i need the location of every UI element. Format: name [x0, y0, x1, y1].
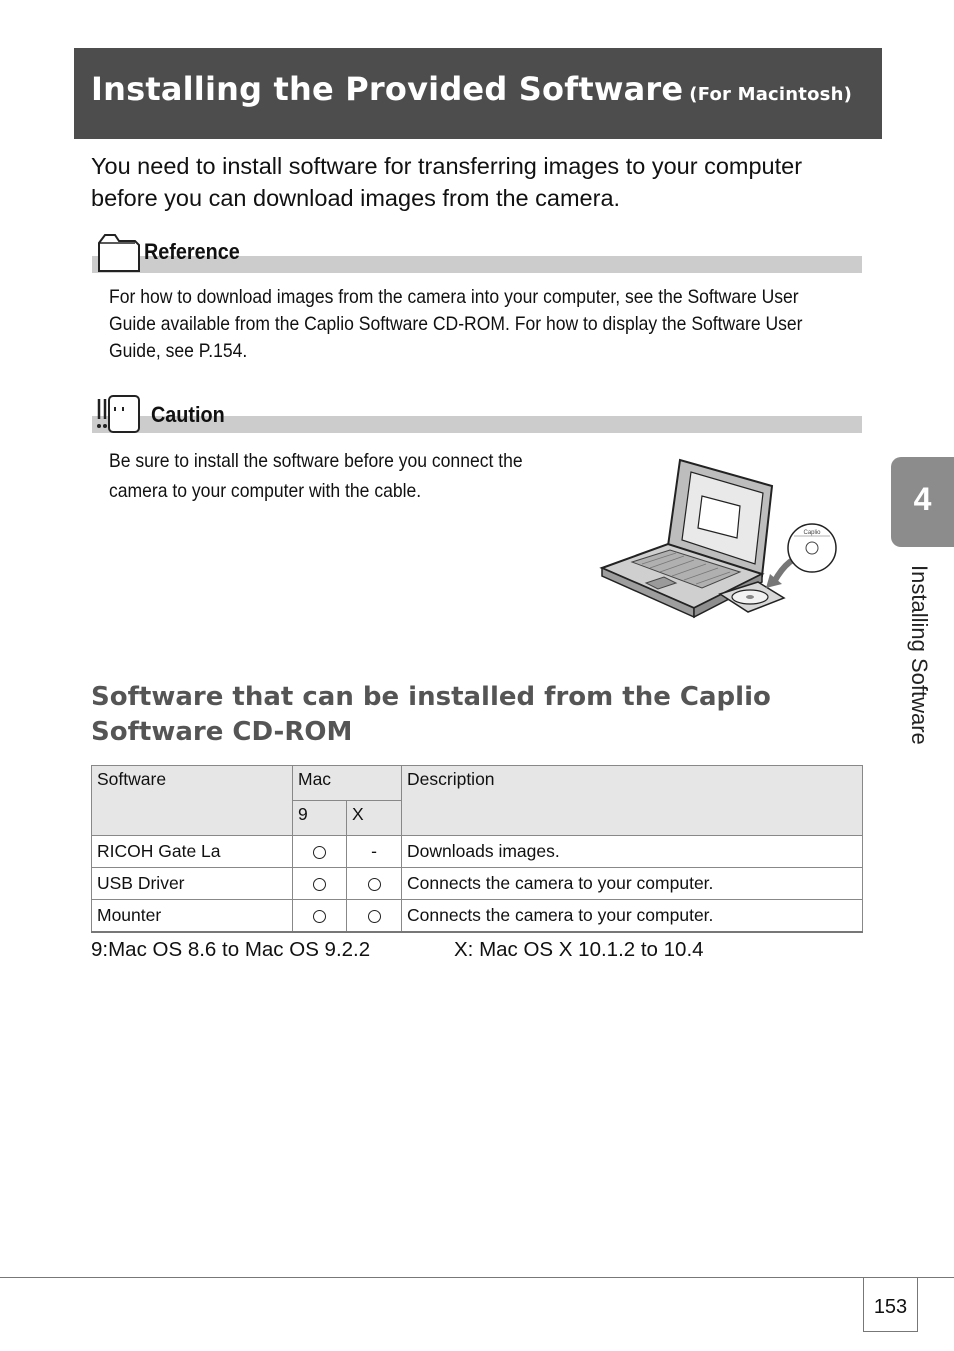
page-title-text: Installing the Provided Software	[91, 70, 684, 108]
table-header-row	[92, 766, 863, 801]
reference-text	[109, 284, 803, 365]
cell-osx: -	[347, 836, 402, 868]
page-subtitle: (For Macintosh)	[689, 84, 853, 105]
reference-label: Reference	[144, 239, 240, 264]
cell-description: Connects the camera to your computer.	[402, 868, 863, 900]
header-mac: Mac	[293, 766, 402, 801]
cell-osx	[347, 868, 402, 900]
reference-text-line: Guide, see P.154.	[109, 340, 248, 362]
laptop-with-cd-icon	[598, 456, 843, 621]
footer-divider	[0, 1277, 954, 1278]
cell-os9	[293, 868, 347, 900]
cell-description: Downloads images.	[402, 836, 863, 868]
cell-software: RICOH Gate La	[92, 836, 293, 868]
footnote-os9: 9:Mac OS 8.6 to Mac OS 9.2.2	[91, 938, 371, 961]
software-table	[91, 765, 863, 933]
supported-circle-icon	[368, 910, 381, 923]
title-bar	[74, 48, 882, 139]
reference-text-line: For how to download images from the camera into your computer, see the Software User	[109, 286, 799, 308]
chapter-number: 4	[913, 481, 932, 517]
cell-description: Connects the camera to your computer.	[402, 900, 863, 933]
cell-software: USB Driver	[92, 868, 293, 900]
page-title	[91, 70, 852, 108]
disc-label: Caplio	[803, 530, 821, 536]
caution-label: Caution	[151, 402, 225, 427]
caution-text-line: camera to your computer with the cable.	[109, 480, 422, 502]
page-number: 153	[873, 1296, 908, 1318]
supported-circle-icon	[368, 878, 381, 891]
header-osx: X	[347, 801, 402, 836]
header-description: Description	[402, 766, 863, 836]
chapter-tab	[891, 457, 954, 547]
supported-circle-icon	[313, 910, 326, 923]
intro-paragraph: You need to install software for transferring images to your computer before you can download images from the camera.	[91, 153, 803, 211]
table-row	[92, 900, 863, 933]
caution-icon	[93, 393, 143, 440]
reference-icon	[95, 231, 143, 278]
cell-os9	[293, 836, 347, 868]
caution-text	[109, 446, 523, 506]
caution-text-line: Be sure to install the software before you connect the	[109, 450, 523, 472]
section-title: Software that can be installed from the Caplio Software CD-ROM	[91, 682, 771, 747]
footnote-osx: X: Mac OS X 10.1.2 to 10.4	[454, 938, 704, 961]
table-row	[92, 868, 863, 900]
table-row	[92, 836, 863, 868]
cell-os9	[293, 900, 347, 933]
reference-text-line: Guide available from the Caplio Software CD-ROM. For how to display the Software User	[109, 313, 803, 335]
chapter-label: Installing Software	[907, 565, 932, 745]
cell-osx	[347, 900, 402, 933]
supported-circle-icon	[313, 878, 326, 891]
header-os9: 9	[293, 801, 347, 836]
cell-software: Mounter	[92, 900, 293, 933]
header-software: Software	[92, 766, 293, 836]
supported-circle-icon	[313, 846, 326, 859]
